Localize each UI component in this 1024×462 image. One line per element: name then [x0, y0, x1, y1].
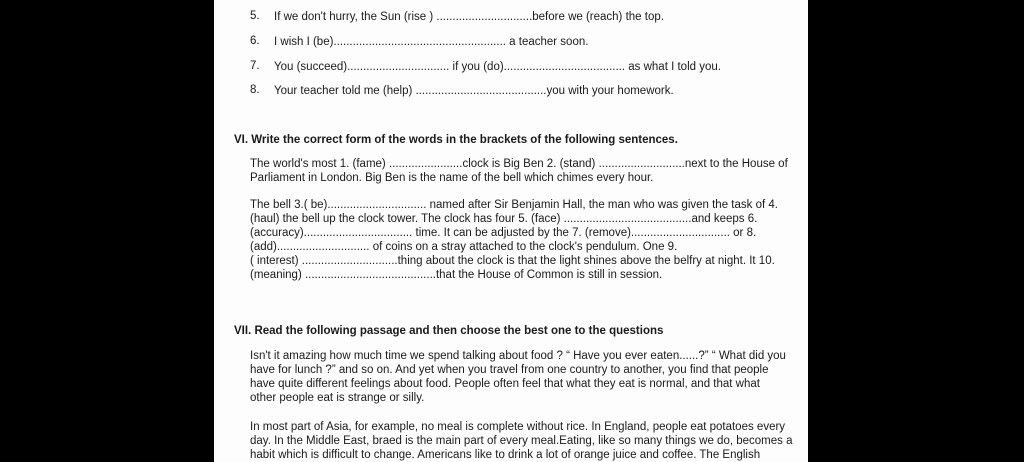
item-text: Your teacher told me (help) .........................................you with your homework. — [274, 85, 674, 97]
paragraph-line: (haul) the bell up the clock tower. The clock has four 5. (face) ........................................and keeps 6. — [250, 213, 758, 225]
item-text: I wish I (be)...................................................... a teacher soon. — [274, 36, 589, 48]
section-vii-paragraph-1 — [250, 349, 796, 405]
item-text: If we don't hurry, the Sun (rise ) ..............................before we (reach) the top. — [274, 11, 664, 23]
section-vi-paragraph-2 — [250, 198, 796, 282]
item-number: 5. — [250, 10, 260, 22]
paragraph-line: habit which is difficult to change. Americans like to drink a lot of orange juice and coffee. The English — [250, 449, 761, 461]
item-number: 8. — [250, 84, 260, 96]
item-text: You (succeed)................................ if you (do)...................................... as what I told you. — [274, 61, 721, 73]
section-vii-paragraph-2 — [250, 420, 796, 462]
paragraph-line: have quite different feelings about food. People often feel that what they eat is normal, and that what — [250, 378, 760, 390]
item-number: 7. — [250, 60, 260, 72]
paragraph-line: The bell 3.( be)............................... named after Sir Benjamin Hall, the man who was given the task of 4. — [250, 199, 778, 211]
paragraph-line: The world's most 1. (fame) .......................clock is Big Ben 2. (stand) ...........................next to the House of — [250, 158, 788, 170]
paragraph-line: Parliament in London. Big Ben is the name of the bell which chimes every hour. — [250, 172, 654, 184]
paragraph-line: Isn't it amazing how much time we spend talking about food ? “ Have you ever eaten......?” “ What did you — [250, 350, 786, 362]
paragraph-line: ( interest) ..............................thing about the clock is that the light shines above the belfry at night. It 10. — [250, 255, 775, 267]
section-vii-heading: VII. Read the following passage and then choose the best one to the questions — [234, 325, 664, 337]
paragraph-line: day. In the Middle East, braed is the main part of every meal.Eating, like so many things we do, becomes a — [250, 435, 793, 447]
paragraph-line: other people eat is strange or silly. — [250, 392, 425, 404]
paragraph-line: (add)............................. of coins on a stray attached to the clock's pendulum. One 9. — [250, 241, 678, 253]
section-vi-heading: VI. Write the correct form of the words in the brackets of the following sentences. — [234, 134, 678, 146]
section-vi-paragraph-1 — [250, 157, 796, 185]
paragraph-line: In most part of Asia, for example, no meal is complete without rice. In England, people eat potatoes every — [250, 421, 786, 433]
paragraph-line: have for lunch ?” and so on. And yet when you travel from one country to another, you find that people — [250, 364, 769, 376]
item-number: 6. — [250, 35, 260, 47]
paragraph-line: (accuracy).................................. time. It can be adjusted by the 7. (remove)............................... or 8. — [250, 227, 757, 239]
worksheet-page — [214, 0, 808, 462]
paragraph-line: (meaning) .........................................that the House of Common is still in session. — [250, 269, 663, 281]
